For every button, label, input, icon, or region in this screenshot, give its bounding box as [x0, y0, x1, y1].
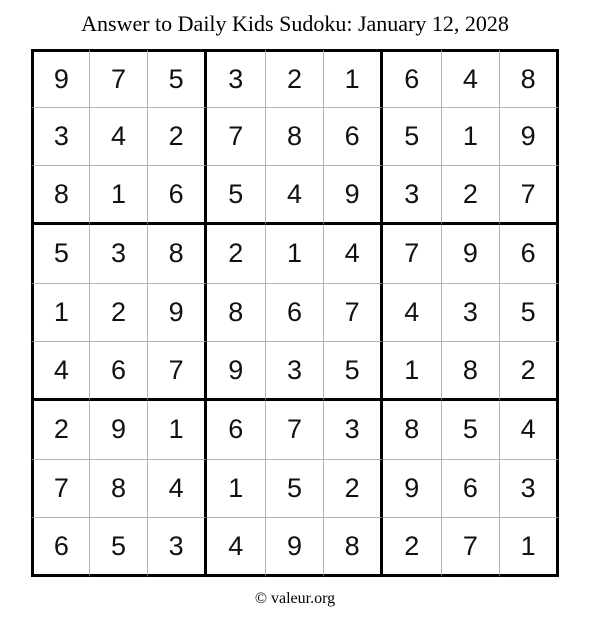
sudoku-cell-r6-c5: 3: [266, 342, 325, 401]
sudoku-cell-r9-c6: 8: [324, 518, 383, 577]
sudoku-cell-r5-c6: 7: [324, 284, 383, 343]
sudoku-cell-r3-c1: 8: [31, 166, 90, 225]
sudoku-cell-r8-c3: 4: [148, 460, 207, 519]
sudoku-cell-r2-c2: 4: [90, 108, 149, 167]
sudoku-cell-r1-c7: 6: [383, 49, 442, 108]
sudoku-cell-r8-c5: 5: [266, 460, 325, 519]
sudoku-cell-r7-c4: 6: [207, 401, 266, 460]
sudoku-cell-r9-c5: 9: [266, 518, 325, 577]
sudoku-cell-r4-c8: 9: [442, 225, 501, 284]
sudoku-cell-r4-c7: 7: [383, 225, 442, 284]
sudoku-cell-r3-c8: 2: [442, 166, 501, 225]
sudoku-cell-r4-c5: 1: [266, 225, 325, 284]
sudoku-cell-r1-c8: 4: [442, 49, 501, 108]
sudoku-cell-r8-c6: 2: [324, 460, 383, 519]
sudoku-cell-r4-c1: 5: [31, 225, 90, 284]
sudoku-cell-r7-c1: 2: [31, 401, 90, 460]
sudoku-cell-r6-c1: 4: [31, 342, 90, 401]
sudoku-cell-r5-c4: 8: [207, 284, 266, 343]
sudoku-cell-r1-c5: 2: [266, 49, 325, 108]
page-title: Answer to Daily Kids Sudoku: January 12, 2028: [81, 11, 509, 36]
sudoku-cell-r8-c8: 6: [442, 460, 501, 519]
sudoku-cell-r5-c2: 2: [90, 284, 149, 343]
sudoku-cell-r9-c8: 7: [442, 518, 501, 577]
sudoku-cell-r5-c3: 9: [148, 284, 207, 343]
sudoku-cell-r9-c7: 2: [383, 518, 442, 577]
sudoku-cell-r8-c9: 3: [500, 460, 559, 519]
sudoku-cell-r2-c1: 3: [31, 108, 90, 167]
sudoku-cell-r2-c3: 2: [148, 108, 207, 167]
sudoku-cell-r2-c9: 9: [500, 108, 559, 167]
sudoku-cell-r7-c6: 3: [324, 401, 383, 460]
sudoku-cell-r5-c7: 4: [383, 284, 442, 343]
sudoku-cell-r1-c9: 8: [500, 49, 559, 108]
sudoku-cell-r4-c3: 8: [148, 225, 207, 284]
sudoku-cell-r9-c2: 5: [90, 518, 149, 577]
sudoku-cell-r1-c3: 5: [148, 49, 207, 108]
sudoku-cell-r4-c9: 6: [500, 225, 559, 284]
sudoku-cell-r5-c9: 5: [500, 284, 559, 343]
sudoku-grid: [31, 49, 559, 577]
sudoku-cell-r2-c8: 1: [442, 108, 501, 167]
sudoku-cell-r8-c4: 1: [207, 460, 266, 519]
sudoku-cell-r1-c1: 9: [31, 49, 90, 108]
sudoku-cell-r4-c4: 2: [207, 225, 266, 284]
sudoku-cell-r7-c2: 9: [90, 401, 149, 460]
sudoku-cell-r4-c6: 4: [324, 225, 383, 284]
sudoku-cell-r9-c4: 4: [207, 518, 266, 577]
sudoku-cell-r8-c7: 9: [383, 460, 442, 519]
sudoku-cell-r4-c2: 3: [90, 225, 149, 284]
sudoku-cell-r1-c2: 7: [90, 49, 149, 108]
sudoku-cell-r6-c8: 8: [442, 342, 501, 401]
sudoku-cell-r7-c5: 7: [266, 401, 325, 460]
sudoku-cell-r8-c2: 8: [90, 460, 149, 519]
sudoku-cell-r3-c5: 4: [266, 166, 325, 225]
sudoku-cell-r6-c4: 9: [207, 342, 266, 401]
copyright-footer: © valeur.org: [254, 590, 336, 607]
sudoku-cell-r5-c5: 6: [266, 284, 325, 343]
sudoku-cell-r2-c5: 8: [266, 108, 325, 167]
sudoku-cell-r6-c6: 5: [324, 342, 383, 401]
sudoku-cell-r6-c3: 7: [148, 342, 207, 401]
sudoku-cell-r3-c4: 5: [207, 166, 266, 225]
sudoku-cell-r9-c9: 1: [500, 518, 559, 577]
sudoku-cell-r2-c6: 6: [324, 108, 383, 167]
sudoku-cell-r5-c8: 3: [442, 284, 501, 343]
sudoku-cell-r1-c4: 3: [207, 49, 266, 108]
sudoku-cell-r7-c8: 5: [442, 401, 501, 460]
sudoku-cell-r3-c6: 9: [324, 166, 383, 225]
sudoku-cell-r2-c4: 7: [207, 108, 266, 167]
sudoku-cell-r7-c7: 8: [383, 401, 442, 460]
sudoku-cell-r6-c7: 1: [383, 342, 442, 401]
sudoku-cell-r9-c3: 3: [148, 518, 207, 577]
sudoku-cell-r9-c1: 6: [31, 518, 90, 577]
sudoku-cell-r7-c3: 1: [148, 401, 207, 460]
sudoku-cell-r5-c1: 1: [31, 284, 90, 343]
sudoku-cell-r6-c2: 6: [90, 342, 149, 401]
sudoku-cell-r8-c1: 7: [31, 460, 90, 519]
sudoku-cell-r3-c3: 6: [148, 166, 207, 225]
sudoku-cell-r1-c6: 1: [324, 49, 383, 108]
sudoku-cell-r3-c2: 1: [90, 166, 149, 225]
sudoku-cell-r7-c9: 4: [500, 401, 559, 460]
sudoku-cell-r2-c7: 5: [383, 108, 442, 167]
sudoku-cell-r3-c9: 7: [500, 166, 559, 225]
sudoku-cell-r3-c7: 3: [383, 166, 442, 225]
sudoku-cell-r6-c9: 2: [500, 342, 559, 401]
